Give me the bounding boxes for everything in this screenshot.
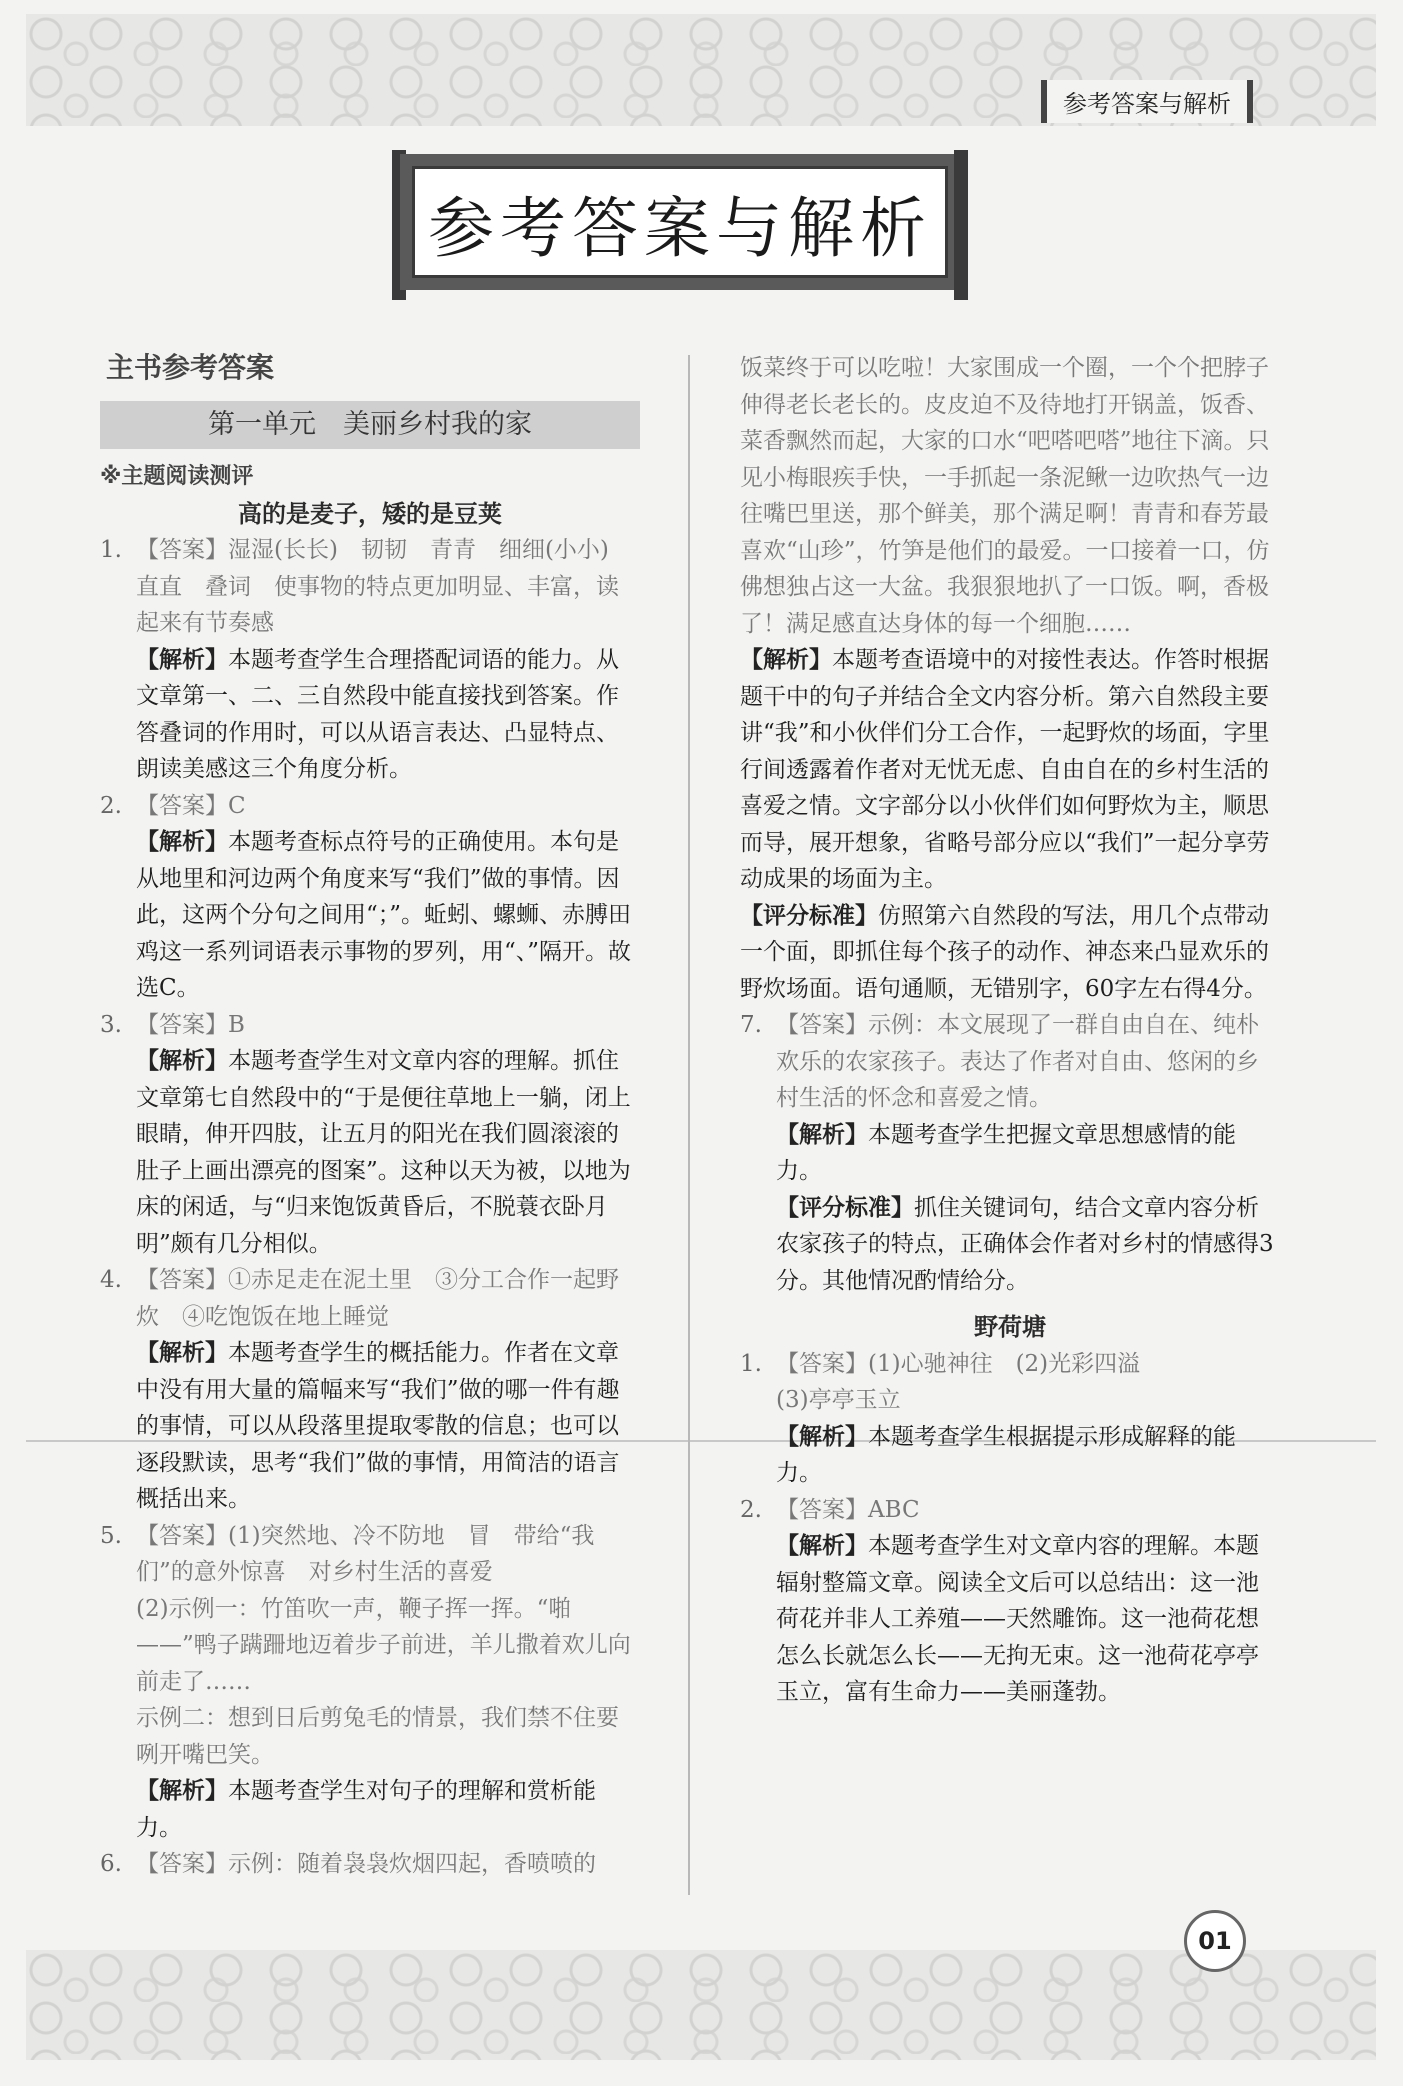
analysis-text: 本题考查学生的概括能力。作者在文章中没有用大量的篇幅来写“我们”做的哪一件有趣的事情，可以从段落里提取零散的信息；也可以逐段默读，思考“我们”做的事情，用简洁的语言概括出来。 — [136, 1340, 620, 1512]
scoring-text: 抓住关键词句，结合文章内容分析农家孩子的特点，正确体会作者对乡村的情感得3分。其他情况酌情给分。 — [776, 1194, 1274, 1294]
answer-item-6 — [100, 1846, 640, 1883]
analysis-tag: 【解析】 — [136, 1339, 228, 1366]
item-number: 7. — [740, 1012, 762, 1038]
section-title: 主书参考答案 — [106, 351, 275, 384]
analysis-tag: 【解析】 — [136, 645, 228, 673]
answer-text: (1)心驰神往 (2)光彩四溢 — [868, 1350, 1141, 1377]
item-number: 1. — [740, 1350, 762, 1377]
article-title: 高的是麦子，矮的是豆荚 — [238, 498, 502, 528]
column-divider — [688, 355, 690, 1895]
answer-item-5 — [100, 1518, 640, 1847]
answer-tag: 【答案】 — [136, 792, 228, 819]
page-number: 01 — [1184, 1910, 1246, 1972]
item-number: 2. — [100, 792, 122, 819]
answer-6-continued: 饭菜终于可以吃啦！大家围成一个圈，一个个把脖子伸得老长老长的。皮皮迫不及待地打开锅盖，饭香、菜香飘然而起，大家的口水“吧嗒吧嗒”地往下滴。只见小梅眼疾手快，一手抓起一条泥鳅一边吹热气一边往嘴巴里送，那个鲜美，那个满足啊！青青和春芳最喜欢“山珍”，竹笋是他们的最爱。一口接着一口，仿佛想独占这一大盆。我狠狠地扒了一口饭。啊，香极了！满足感直达身体的每一个细胞…… — [740, 355, 1270, 637]
analysis-tag: 【解析】 — [136, 828, 228, 855]
item-number: 3. — [100, 1011, 122, 1038]
answer-item-4 — [100, 1262, 640, 1518]
topic-label: ※主题阅读测评 — [100, 464, 254, 489]
answer-text-part-2: (2)示例一：竹笛吹一声，鞭子挥一挥。“啪——”鸭子蹒跚地迈着步子前进，羊儿撒着欢儿向前走了…… — [136, 1595, 631, 1695]
item-number: 2. — [740, 1496, 762, 1523]
answer-6-analysis — [740, 642, 1280, 898]
analysis-text: 本题考查学生对句子的理解和赏析能力。 — [136, 1778, 596, 1841]
title-frame — [400, 154, 960, 290]
answer-tag: 【答案】 — [776, 1012, 868, 1038]
scoring-text: 仿照第六自然段的写法，用几个点带动一个面，即抓住每个孩子的动作、神态来凸显欢乐的野炊场面。语句通顺，无错别字，60字左右得4分。 — [740, 902, 1269, 1002]
analysis-text: 本题考查学生对文章内容的理解。本题辐射整篇文章。阅读全文后可以总结出：这一池荷花并非人工养殖——天然雕饰。这一池荷花想怎么长就怎么长——无拘无束。这一池荷花亭亭玉立，富有生命力——美丽蓬勃。 — [776, 1533, 1259, 1705]
analysis-text: 本题考查学生对文章内容的理解。抓住文章第七自然段中的“于是便往草地上一躺，闭上眼睛，伸开四肢，让五月的阳光在我们圆滚滚的肚子上画出漂亮的图案”。这种以天为被，以地为床的闲适，与“归来饱饭黄昏后，不脱蓑衣卧月明”颇有几分相似。 — [136, 1048, 631, 1257]
answer-item-p1 — [740, 1346, 1280, 1492]
analysis-tag: 【解析】 — [136, 1777, 228, 1804]
analysis-text: 本题考查标点符号的正确使用。本句是从地里和河边两个角度来写“我们”做的事情。因此，这两个分句之间用“；”。蚯蚓、螺蛳、赤膊田鸡这一系列词语表示事物的罗列，用“、”隔开。故选C。 — [136, 829, 632, 1001]
answer-item-p2 — [740, 1492, 1280, 1711]
answer-text: 湿湿(长长) 韧韧 青青 细细(小小) 直直 叠词 使事物的特点更加明显、丰富，读起来有节奏感 — [136, 537, 632, 636]
item-number: 1. — [100, 537, 122, 563]
scoring-tag: 【评分标准】 — [740, 901, 878, 929]
analysis-tag: 【解析】 — [776, 1422, 868, 1450]
item-number: 4. — [100, 1267, 122, 1293]
answer-text-part-3: 示例二：想到日后剪兔毛的情景，我们禁不住要咧开嘴巴笑。 — [136, 1705, 619, 1768]
unit-title: 第一单元 美丽乡村我的家 — [100, 401, 640, 450]
header-tab: 参考答案与解析 — [1041, 80, 1253, 123]
analysis-tag: 【解析】 — [740, 646, 832, 673]
title-scroll-right — [954, 150, 968, 300]
answer-text: 示例：本文展现了一群自由自在、纯朴欢乐的农家孩子。表达了作者对自由、悠闲的乡村生活的怀念和喜爱之情。 — [776, 1012, 1259, 1111]
analysis-text: 本题考查学生根据提示形成解释的能力。 — [776, 1423, 1236, 1486]
analysis-tag: 【解析】 — [776, 1532, 868, 1559]
item-number: 6. — [100, 1851, 122, 1877]
answer-item-1 — [100, 532, 640, 788]
answer-tag: 【答案】 — [776, 1350, 868, 1377]
answer-text-part-2: (3)亭亭玉立 — [776, 1387, 901, 1413]
answer-6-scoring — [740, 898, 1280, 1008]
answer-item-3 — [100, 1007, 640, 1263]
answer-tag: 【答案】 — [776, 1496, 868, 1523]
answer-item-2 — [100, 788, 640, 1007]
analysis-text: 本题考查语境中的对接性表达。作答时根据题干中的句子并结合全文内容分析。第六自然段主要讲“我”和小伙伴们分工合作，一起野炊的场面，字里行间透露着作者对无忧无虑、自由自在的乡村生活的喜爱之情。文字部分以小伙伴们如何野炊为主，顺思而导，展开想象，省略号部分应以“我们”一起分享劳动成果的场面为主。 — [740, 647, 1270, 892]
answer-item-7 — [740, 1007, 1280, 1299]
analysis-text: 本题考查学生合理搭配词语的能力。从文章第一、二、三自然段中能直接找到答案。作答叠词的作用时，可以从语言表达、凸显特点、朗读美感这三个角度分析。 — [136, 646, 619, 782]
answer-text: 示例：随着袅袅炊烟四起，香喷喷的 — [228, 1851, 596, 1877]
answer-tag: 【答案】 — [136, 1267, 228, 1293]
answer-text: C — [228, 792, 246, 819]
answer-tag: 【答案】 — [136, 1522, 228, 1549]
answer-text: ①赤足走在泥土里 ③分工合作一起野炊 ④吃饱饭在地上睡觉 — [136, 1267, 619, 1330]
answer-tag: 【答案】 — [136, 1011, 228, 1038]
answer-text: ABC — [868, 1496, 920, 1523]
scoring-tag: 【评分标准】 — [776, 1193, 914, 1221]
right-column — [740, 350, 1280, 1711]
analysis-tag: 【解析】 — [136, 1047, 228, 1074]
left-column — [100, 350, 640, 1883]
answer-tag: 【答案】 — [136, 1851, 228, 1877]
analysis-text: 本题考查学生把握文章思想感情的能力。 — [776, 1121, 1236, 1184]
article-title-2: 野荷塘 — [974, 1312, 1046, 1341]
answer-text: (1)突然地、冷不防地 冒 带给“我们”的意外惊喜 对乡村生活的喜爱 — [136, 1522, 595, 1585]
analysis-tag: 【解析】 — [776, 1120, 868, 1148]
item-number: 5. — [100, 1522, 122, 1549]
page-title: 参考答案与解析 — [412, 166, 948, 278]
answer-tag: 【答案】 — [136, 537, 228, 563]
answer-text: B — [228, 1011, 245, 1038]
bottom-decor-band — [26, 1950, 1376, 2060]
